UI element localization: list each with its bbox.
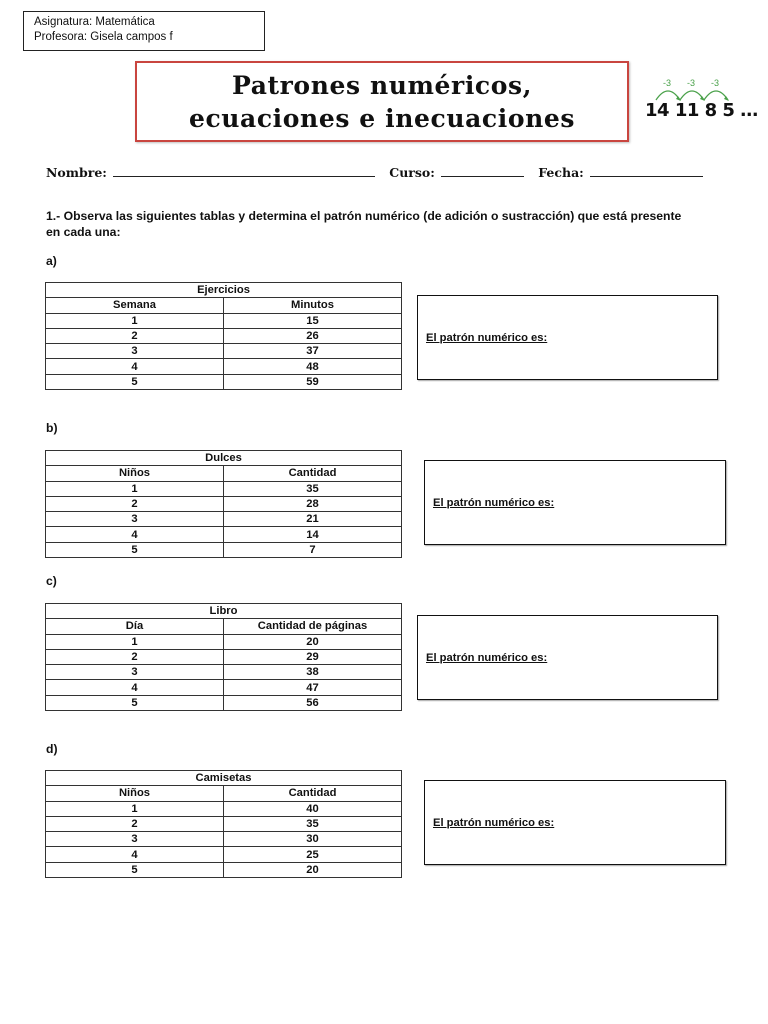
table-cell: 5	[46, 374, 224, 389]
table-cell: 20	[224, 634, 402, 649]
table-cell: 48	[224, 359, 402, 374]
table-cell: 47	[224, 680, 402, 695]
table-cell: 21	[224, 512, 402, 527]
table-libro	[45, 603, 402, 711]
table-row	[46, 344, 402, 359]
column-header: Cantidad	[224, 786, 402, 801]
table-cell: 4	[46, 680, 224, 695]
table-title: Camisetas	[46, 771, 402, 786]
table-ejercicios	[45, 282, 402, 390]
answer-box-a[interactable]	[417, 295, 718, 380]
table-cell: 35	[224, 481, 402, 496]
table-camisetas	[45, 770, 402, 878]
table-cell: 56	[224, 695, 402, 710]
course-label: Curso:	[389, 165, 435, 180]
table-cell: 37	[224, 344, 402, 359]
table-row	[46, 847, 402, 862]
table-cell: 2	[46, 649, 224, 664]
question-1: 1.- Observa las siguientes tablas y determina el patrón numérico (de adición o sustracción) que está presente en cada una:	[46, 209, 682, 239]
student-info-line	[46, 165, 713, 180]
section-a-label: a)	[46, 254, 57, 268]
table-cell: 2	[46, 816, 224, 831]
table-cell: 3	[46, 344, 224, 359]
answer-prompt: El patrón numérico es:	[426, 331, 548, 344]
title-line-2: ecuaciones e inecuaciones	[188, 103, 576, 133]
answer-prompt: El patrón numérico es:	[426, 651, 548, 664]
header-info-box	[23, 11, 265, 51]
table-row	[46, 542, 402, 557]
table-row	[46, 862, 402, 877]
answer-box-c[interactable]	[417, 615, 718, 700]
name-blank[interactable]	[113, 166, 375, 177]
section-c-label: c)	[46, 574, 57, 588]
table-row	[46, 374, 402, 389]
column-header: Minutos	[224, 298, 402, 313]
step-label-1: -3	[663, 78, 672, 88]
table-row	[46, 801, 402, 816]
table-row	[46, 481, 402, 496]
table-cell: 30	[224, 832, 402, 847]
table-cell: 59	[224, 374, 402, 389]
table-dulces	[45, 450, 402, 558]
step-label-3: -3	[711, 78, 720, 88]
table-row	[46, 634, 402, 649]
table-cell: 1	[46, 481, 224, 496]
title-line-1: Patrones numéricos,	[231, 70, 533, 100]
table-cell: 7	[224, 542, 402, 557]
table-row	[46, 665, 402, 680]
column-header: Niños	[46, 466, 224, 481]
teacher-text: Profesora: Gisela campos f	[34, 31, 173, 43]
table-cell: 2	[46, 328, 224, 343]
table-title: Dulces	[46, 451, 402, 466]
step-label-2: -3	[687, 78, 696, 88]
column-header: Cantidad de páginas	[224, 619, 402, 634]
table-cell: 1	[46, 801, 224, 816]
table-cell: 28	[224, 496, 402, 511]
table-cell: 15	[224, 313, 402, 328]
table-cell: 5	[46, 542, 224, 557]
table-cell: 5	[46, 695, 224, 710]
date-label: Fecha:	[538, 165, 584, 180]
sequence-text: 14 11 8 5 …	[645, 100, 758, 121]
table-title: Ejercicios	[46, 283, 402, 298]
table-row	[46, 313, 402, 328]
answer-box-d[interactable]	[424, 780, 726, 865]
answer-prompt: El patrón numérico es:	[433, 496, 555, 509]
table-cell: 4	[46, 527, 224, 542]
table-row	[46, 328, 402, 343]
table-cell: 38	[224, 665, 402, 680]
table-cell: 14	[224, 527, 402, 542]
table-cell: 1	[46, 313, 224, 328]
table-cell: 40	[224, 801, 402, 816]
section-d-label: d)	[46, 742, 58, 756]
table-row	[46, 496, 402, 511]
section-b-label: b)	[46, 421, 58, 435]
title-box	[135, 61, 629, 142]
table-cell: 4	[46, 359, 224, 374]
table-row	[46, 649, 402, 664]
table-cell: 2	[46, 496, 224, 511]
table-row	[46, 359, 402, 374]
table-cell: 5	[46, 862, 224, 877]
table-row	[46, 512, 402, 527]
table-cell: 20	[224, 862, 402, 877]
table-cell: 3	[46, 512, 224, 527]
course-blank[interactable]	[441, 166, 524, 177]
table-cell: 29	[224, 649, 402, 664]
sequence-logo	[642, 78, 758, 126]
subject-text: Asignatura: Matemática	[34, 16, 155, 28]
table-cell: 1	[46, 634, 224, 649]
answer-prompt: El patrón numérico es:	[433, 816, 555, 829]
column-header: Cantidad	[224, 466, 402, 481]
table-cell: 25	[224, 847, 402, 862]
date-blank[interactable]	[590, 166, 703, 177]
column-header: Día	[46, 619, 224, 634]
column-header: Niños	[46, 786, 224, 801]
column-header: Semana	[46, 298, 224, 313]
table-cell: 26	[224, 328, 402, 343]
table-row	[46, 816, 402, 831]
table-cell: 4	[46, 847, 224, 862]
table-cell: 3	[46, 665, 224, 680]
table-row	[46, 695, 402, 710]
table-row	[46, 832, 402, 847]
name-label: Nombre:	[46, 165, 107, 180]
answer-box-b[interactable]	[424, 460, 726, 545]
table-cell: 3	[46, 832, 224, 847]
table-title: Libro	[46, 604, 402, 619]
table-row	[46, 680, 402, 695]
table-cell: 35	[224, 816, 402, 831]
table-row	[46, 527, 402, 542]
